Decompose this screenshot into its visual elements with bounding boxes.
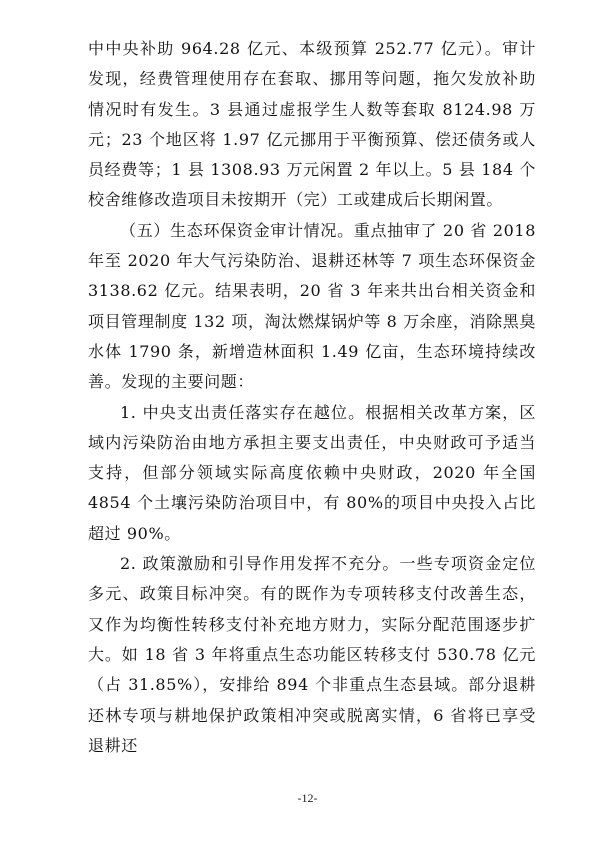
paragraph-2: （五）生态环保资金审计情况。重点抽审了 20 省 2018 年至 2020 年大气污染防治、退耕还林等 7 项生态环保资金 3138.62 亿元。结果表明，20 省 3 年来共出台相关资金和项目管理制度 132 项，淘汰燃煤锅炉等 8 万余座，消除黑臭水体 1790 条，新增造林面积 1.49 亿亩，生态环境持续改善。发现的主要问题： <box>88 220 536 392</box>
paragraph-4: 2. 政策激励和引导作用发挥不充分。一些专项资金定位多元、政策目标冲突。有的既作为专项转移支付改善生态，又作为均衡性转移支付补充地方财力，实际分配范围逐步扩大。如 18 省 3 年将重点生态功能区转移支付 530.78 亿元（占 31.85%），安排给 894 个非重点生态县域。部分退耕还林专项与耕地保护政策相冲突或脱离实情，6 省将已享受退耕还 <box>88 554 536 755</box>
page-number: -12- <box>297 791 318 805</box>
body-text <box>88 34 536 761</box>
paragraph-3: 1. 中央支出责任落实存在越位。根据相关改革方案，区域内污染防治由地方承担主要支出责任，中央财政可予适当支持，但部分领域实际高度依赖中央财政，2020 年全国 4854 个土壤污染防治项目中，有 80%的项目中央投入占比超过 90%。 <box>88 402 536 543</box>
paragraph-1: 中中央补助 964.28 亿元、本级预算 252.77 亿元）。审计发现，经费管理使用存在套取、挪用等问题，拖欠发放补助情况时有发生。3 县通过虚报学生人数等套取 8124.98 万元；23 个地区将 1.97 亿元挪用于平衡预算、偿还债务或人员经费等；1 县 1308.93 万元闲置 2 年以上。5 县 184 个校舍维修改造项目未按期开（完）工或建成后长期闲置。 <box>88 39 536 210</box>
